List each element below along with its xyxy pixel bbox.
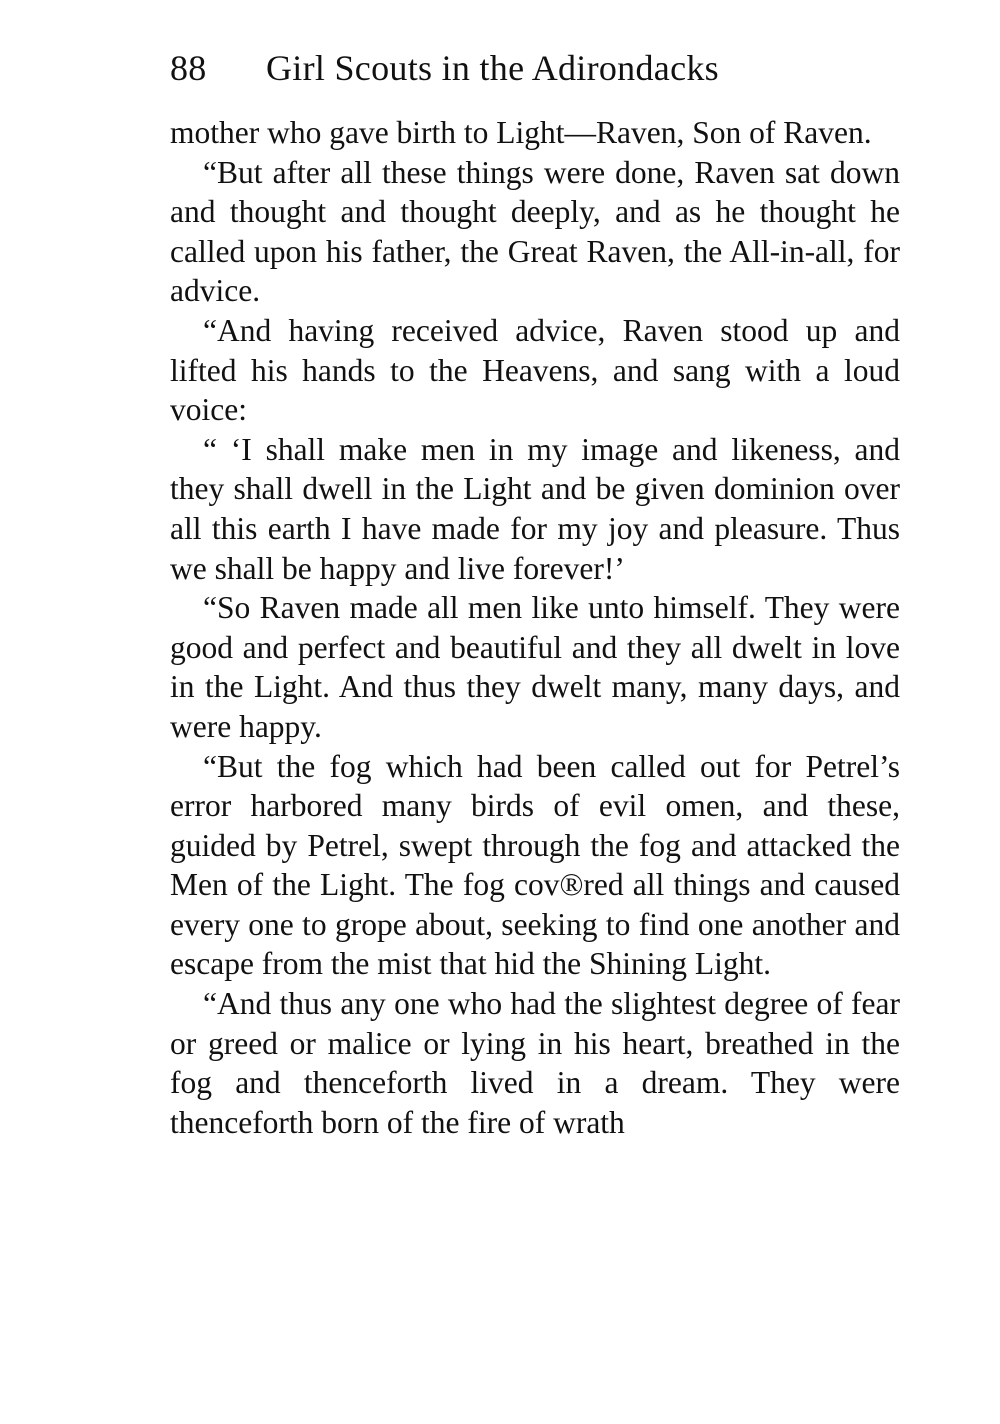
paragraph: “But after all these things were done, Raven sat down and thought and thought deeply, and as he thought he called upon his father, the Great Raven, the All-in-all, for advice. [170,154,900,309]
paragraph: “But the fog which had been called out for Petrel’s error harbored many birds of evil omen, and these, guided by Petrel, swept through the fog and attacked the Men of the Light. The fog cov®red all things and caused every one to grope about, seeking to find one another and escape from the mist that hid the Shining Light. [170,748,900,982]
paragraph: “ ‘I shall make men in my image and likeness, and they shall dwell in the Light and be given dominion over all this earth I have made for my joy and pleasure. Thus we shall be happy and live forever!’ [170,431,900,586]
paragraph: “And having received advice, Raven stood up and lifted his hands to the Heavens, and sang with a loud voice: [170,312,900,428]
book-title: Girl Scouts in the Adirondacks [266,48,719,88]
body-text [170,113,900,1142]
paragraph-continued: mother who gave birth to Light—Raven, Son of Raven. [170,115,872,150]
page-number: 88 [170,48,207,88]
paragraph: “And thus any one who had the slightest degree of fear or greed or malice or lying in his heart, breathed in the fog and thenceforth lived in a dream. They were thenceforth born of the fire of wrath [170,986,900,1140]
running-head [170,42,910,94]
paragraph: “So Raven made all men like unto himself. They were good and perfect and beautiful and they all dwelt in love in the Light. And thus they dwelt many, many days, and were happy. [170,590,900,744]
